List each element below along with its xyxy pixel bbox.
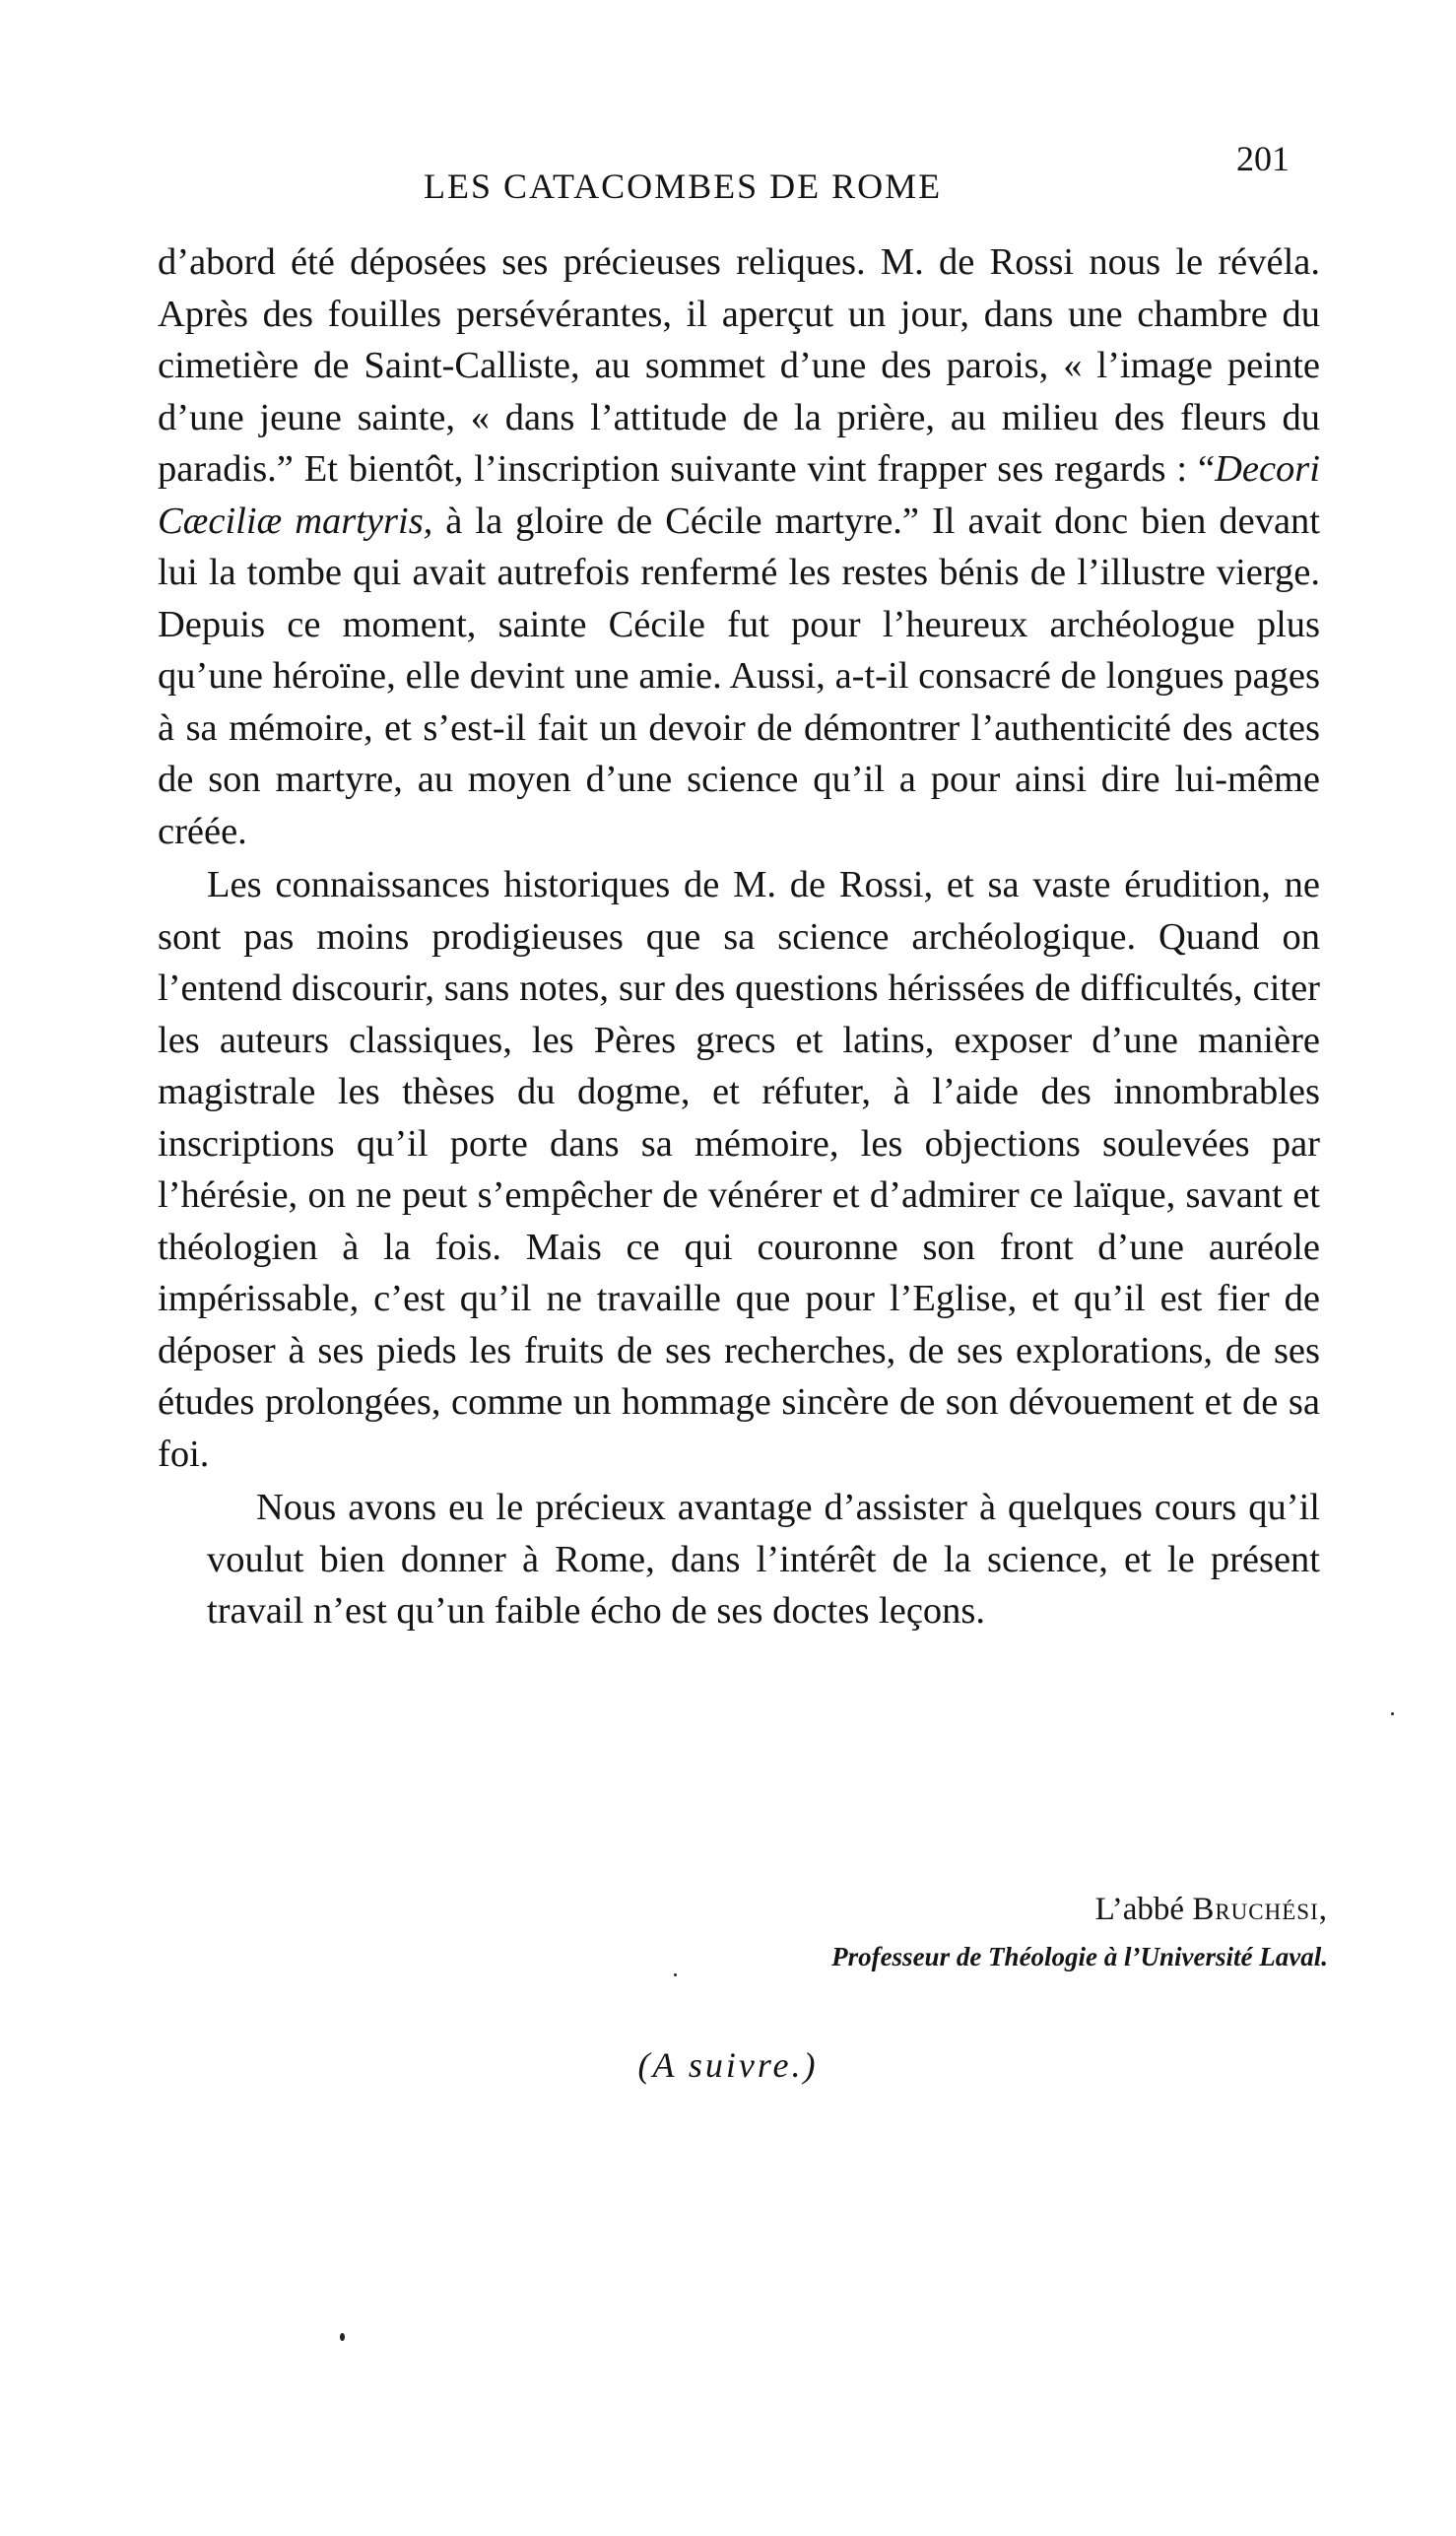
continuation-text: (A suivre.) [637, 2045, 819, 2085]
paragraph-1-text-b: à la gloire de Cécile martyre.” Il avait donc bien devant lui la tombe qui avait autrefois renfermé les restes bénis de l’illustre vierge. Depuis ce moment, sainte Cécile fut pour l’heureux archéologue plus qu’une héroïne, elle devint une amie. Aussi, a-t-il consacré de longues pages à sa mémoire, et s’est-il fait un devoir de démontrer l’authenticité des actes de son martyre, au moyen d’une science qu’il a pour ainsi dire lui-même créée. [158, 500, 1320, 852]
body-text [158, 236, 1320, 1637]
paragraph-1-text-a: d’abord été déposées ses précieuses reliques. M. de Rossi nous le révéla. Après des fouilles persévérantes, il aperçut un jour, dans une chambre du cimetière de Saint-Calliste, au sommet d’une des parois, « l’image peinte d’une jeune sainte, « dans l’attitude de la prière, au milieu des fleurs du paradis.” Et bientôt, l’inscription suivante vint frapper ses regards : “ [158, 241, 1320, 490]
author-name [831, 1892, 1328, 1928]
ink-speck [340, 2333, 345, 2341]
ink-speck [1391, 1712, 1394, 1715]
ink-speck [674, 1973, 677, 1976]
author-title: Professeur de Théologie à l’Université Laval. [831, 1942, 1328, 1971]
paragraph-1 [158, 236, 1320, 857]
page-number: 201 [1236, 139, 1290, 178]
running-title: LES CATACOMBES DE ROME [424, 167, 943, 206]
signature-block [831, 1892, 1328, 1972]
continuation-note [0, 2044, 1456, 2086]
author-prefix: L’abbé [1094, 1892, 1193, 1927]
paragraph-1-italic-inscription: Decori Cæciliæ martyris, [158, 448, 1320, 542]
paragraph-3: Nous avons eu le précieux avantage d’assister à quelques cours qu’il voulut bien donner à Rome, dans l’intérêt de la science, et le présent travail n’est qu’un faible écho de ses doctes leçons. [207, 1487, 1320, 1632]
author-surname: Bruchési, [1192, 1892, 1328, 1927]
paragraph-2: Les connaissances historiques de M. de Rossi, et sa vaste érudition, ne sont pas moins prodigieuses que sa science archéologique. Quand on l’entend discourir, sans notes, sur des questions hérissées de difficultés, citer les auteurs classiques, les Pères grecs et latins, exposer d’une manière magistrale les thèses du dogme, et réfuter, à l’aide des innombrables inscriptions qu’il porte dans sa mémoire, les objections soulevées par l’hérésie, on ne peut s’empêcher de vénérer et d’admirer ce laïque, savant et théologien à la fois. Mais ce qui couronne son front d’une auréole impérissable, c’est qu’il ne travaille que pour l’Eglise, et qu’il est fier de déposer à ses pieds les fruits de ses recherches, de ses explorations, de ses études prolongées, comme un hommage sincère de son dévouement et de sa foi. [158, 864, 1320, 1475]
